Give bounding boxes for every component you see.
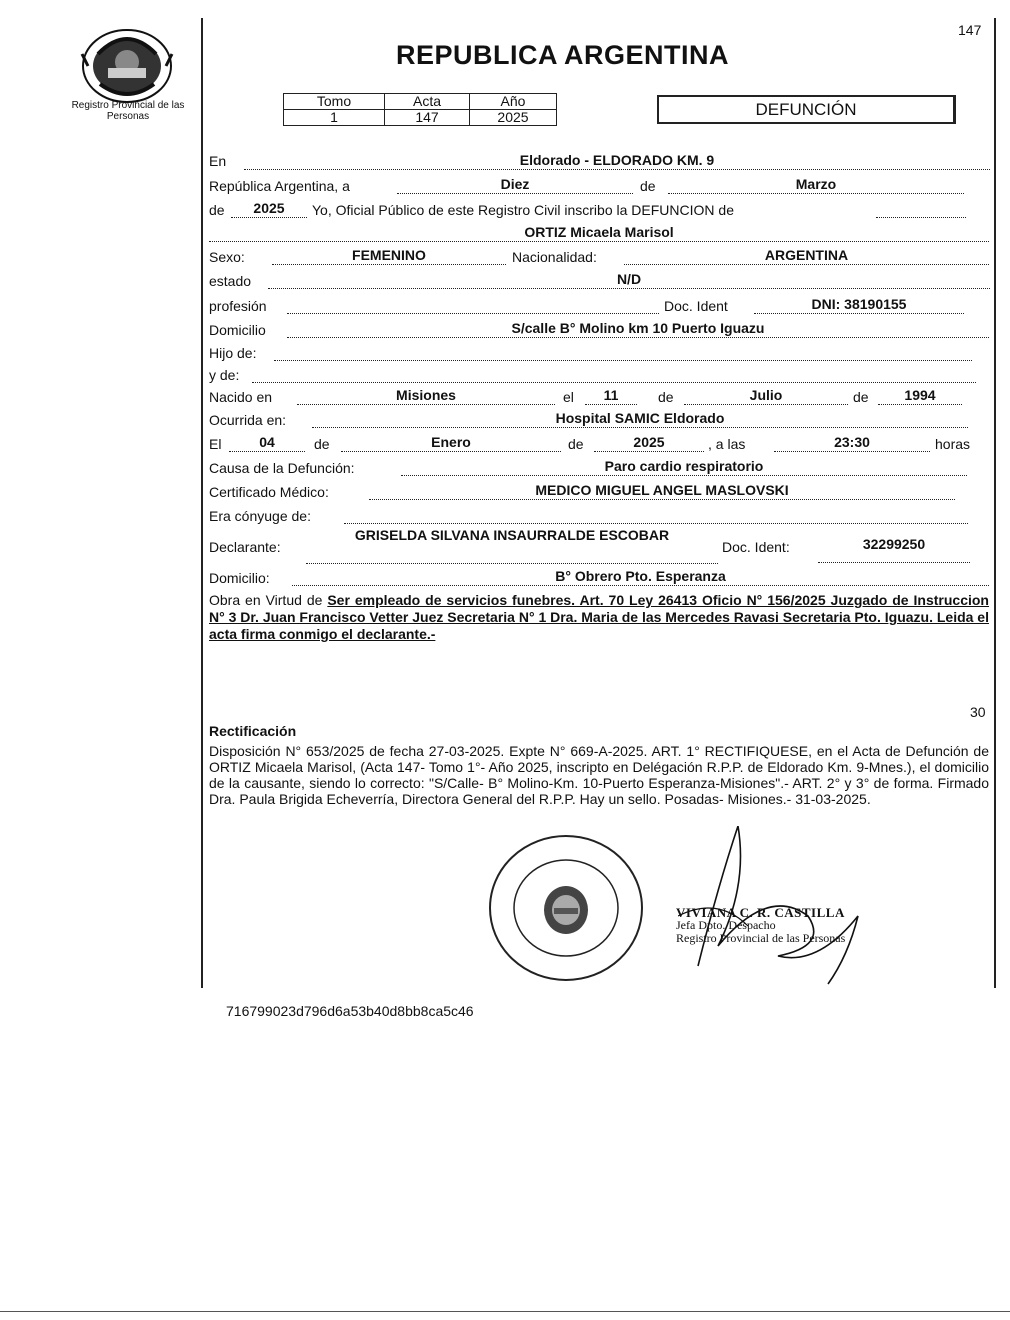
signer-title: Jefa Dpto. Despacho bbox=[676, 918, 776, 932]
obra-prefix: Obra en Virtud de bbox=[209, 592, 323, 608]
label-horas: horas bbox=[935, 436, 971, 452]
field-def-dia: 04 bbox=[229, 434, 305, 452]
obra-en-virtud bbox=[209, 592, 989, 643]
field-domicilio: S/calle B° Molino km 10 Puerto Iguazu bbox=[287, 320, 989, 338]
field-hijo-de bbox=[274, 343, 972, 361]
signer-office: Registro Provincial de las Personas bbox=[676, 931, 846, 945]
label-nacido-en: Nacido en bbox=[209, 389, 273, 405]
label-de-def-anio: de bbox=[568, 436, 584, 452]
label-domicilio: Domicilio bbox=[209, 322, 266, 338]
left-margin-rule bbox=[201, 18, 203, 988]
tomo-value: 1 bbox=[284, 110, 385, 126]
field-def-mes: Enero bbox=[341, 434, 561, 452]
field-nac-mes: Julio bbox=[684, 387, 848, 405]
obra-text: Ser empleado de servicios funebres. Art. 70 Ley 26413 Oficio N° 156/2025 Juzgado de Instruccion N° 3 Dr. Juan Francisco Vetter Juez Secretaria N° 1 Dra. Maria de las Mercedes Ravasi Secretaria Pto. Iguazu. Leida el acta firma conmigo el declarante.- bbox=[209, 592, 989, 642]
signature-block bbox=[676, 906, 845, 945]
label-el: el bbox=[563, 389, 574, 405]
field-blank-1 bbox=[876, 200, 966, 218]
label-en: En bbox=[209, 153, 227, 169]
margin-number: 30 bbox=[970, 704, 986, 720]
field-certificado: MEDICO MIGUEL ANGEL MASLOVSKI bbox=[369, 482, 955, 500]
tomo-header: Tomo bbox=[284, 94, 385, 110]
field-nac-dia: 11 bbox=[585, 387, 637, 405]
official-seal bbox=[484, 830, 660, 985]
label-doc-ident-2: Doc. Ident: bbox=[722, 539, 790, 555]
label-de-year: de bbox=[209, 202, 225, 218]
label-profesion: profesión bbox=[209, 298, 267, 314]
field-def-anio: 2025 bbox=[594, 434, 704, 452]
page-number: 147 bbox=[958, 22, 982, 38]
field-lugar: Eldorado - ELDORADO KM. 9 bbox=[244, 152, 990, 170]
field-nombre: ORTIZ Micaela Marisol bbox=[209, 224, 989, 242]
acta-header: Acta bbox=[385, 94, 470, 110]
rectificacion-text: Disposición N° 653/2025 de fecha 27-03-2025. Expte N° 669-A-2025. ART. 1° RECTIFIQUESE, en el Acta de Defunción de ORTIZ Micaela Marisol, (Acta 147- Tomo 1°- Año 2025, inscripto en Delégación R.P.P. de Eldorado Km. 9-Mnes.), el domicilio de la causante, siendo lo correcto: "S/Calle- B° Molino-Km. 10-Puerto Esperanza-Misiones".- ART. 2° y 3° de forma. Firmado Dra. Paula Brigida Echeverría, Directora General del R.P.P. Hay un sello. Posadas- Misiones.- 31-03-2025. bbox=[209, 743, 989, 807]
field-nacido-en: Misiones bbox=[297, 387, 555, 405]
label-conyuge: Era cónyuge de: bbox=[209, 508, 311, 524]
record-table bbox=[283, 93, 557, 126]
label-y-de: y de: bbox=[209, 367, 240, 383]
label-de-nac-anio: de bbox=[853, 389, 869, 405]
signer-name: VIVIANA C. R. CASTILLA bbox=[676, 905, 845, 920]
acta-value: 147 bbox=[385, 110, 470, 126]
field-anio: 2025 bbox=[231, 200, 307, 218]
right-margin-rule bbox=[994, 18, 996, 988]
label-hijo-de: Hijo de: bbox=[209, 345, 257, 361]
field-mes: Marzo bbox=[668, 176, 964, 194]
label-ocurrida-en: Ocurrida en: bbox=[209, 412, 287, 428]
label-de: de bbox=[640, 178, 656, 194]
rectificacion-heading: Rectificación bbox=[209, 723, 297, 739]
field-dia: Diez bbox=[397, 176, 633, 194]
label-causa: Causa de la Defunción: bbox=[209, 460, 355, 476]
registry-label: Registro Provincial de las Personas bbox=[71, 100, 185, 122]
label-domicilio-2: Domicilio: bbox=[209, 570, 270, 586]
anio-value: 2025 bbox=[470, 110, 557, 126]
label-de-nac-mes: de bbox=[658, 389, 674, 405]
field-def-hora: 23:30 bbox=[774, 434, 930, 452]
label-republica: República Argentina, a bbox=[209, 178, 350, 194]
label-de-def-mes: de bbox=[314, 436, 330, 452]
document-hash: 716799023d796d6a53b40d8bb8ca5c46 bbox=[226, 1003, 474, 1019]
field-y-de bbox=[252, 365, 976, 383]
field-declarante-doc: 32299250 bbox=[818, 536, 970, 563]
field-doc-ident: DNI: 38190155 bbox=[754, 296, 964, 314]
bottom-rule bbox=[0, 1311, 1010, 1312]
label-a-las: , a las bbox=[708, 436, 746, 452]
document-type-box: DEFUNCIÓN bbox=[657, 95, 956, 124]
field-declarante-domicilio: B° Obrero Pto. Esperanza bbox=[292, 568, 989, 586]
field-estado: N/D bbox=[268, 271, 990, 289]
label-el-cap: El bbox=[209, 436, 222, 452]
field-profesion bbox=[287, 296, 659, 314]
field-causa: Paro cardio respiratorio bbox=[401, 458, 967, 476]
label-sexo: Sexo: bbox=[209, 249, 245, 265]
label-certificado: Certificado Médico: bbox=[209, 484, 329, 500]
page-title: REPUBLICA ARGENTINA bbox=[396, 40, 729, 70]
field-sexo: FEMENINO bbox=[272, 247, 506, 265]
field-conyuge bbox=[344, 506, 968, 524]
label-doc-ident: Doc. Ident bbox=[664, 298, 728, 314]
field-ocurrida-en: Hospital SAMIC Eldorado bbox=[312, 410, 968, 428]
field-nac-anio: 1994 bbox=[878, 387, 962, 405]
label-estado: estado bbox=[209, 273, 252, 289]
label-nacionalidad: Nacionalidad: bbox=[512, 249, 597, 265]
field-declarante: GRISELDA SILVANA INSAURRALDE ESCOBAR bbox=[306, 527, 718, 564]
label-oficial: Yo, Oficial Público de este Registro Civil inscribo la DEFUNCION de bbox=[312, 202, 734, 218]
province-coat-of-arms bbox=[78, 24, 176, 104]
field-nacionalidad: ARGENTINA bbox=[624, 247, 989, 265]
anio-header: Año bbox=[470, 94, 557, 110]
label-declarante: Declarante: bbox=[209, 539, 281, 555]
